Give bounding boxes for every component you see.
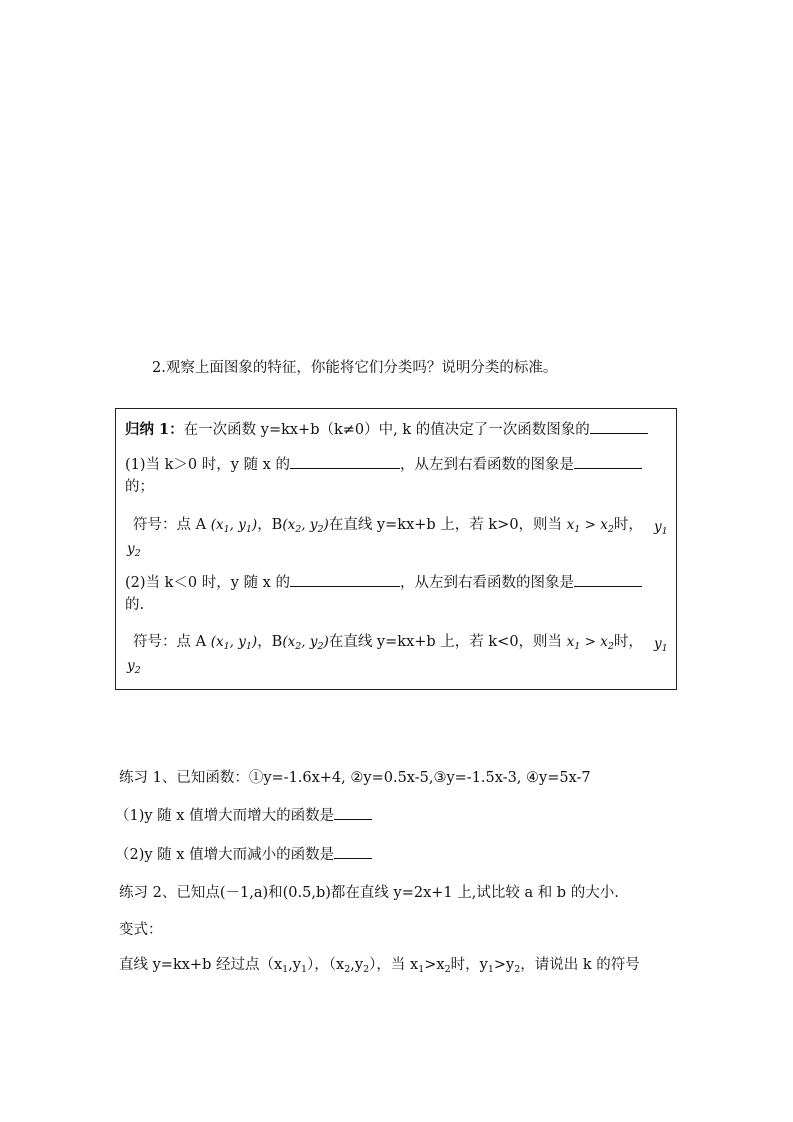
variant-text-d: ,y bbox=[350, 957, 364, 973]
answer-blank[interactable] bbox=[590, 419, 648, 434]
point-a-coords: ($x_1$, $y_1$) bbox=[210, 634, 258, 652]
answer-blank[interactable] bbox=[334, 805, 372, 820]
symbol-2-text-a: 符号：点 A bbox=[133, 634, 207, 650]
answer-blank[interactable] bbox=[290, 454, 400, 469]
variant-text-e: ），当 x bbox=[369, 957, 419, 973]
answer-blank[interactable] bbox=[290, 572, 400, 587]
variant-text-a: 直线 y=kx+b 经过点（x bbox=[119, 957, 283, 973]
variant-label: 变式： bbox=[119, 922, 163, 938]
variant-text: 直线 y=kx+b 经过点$(x_1,y_1)$，$(x_2,y_2)$，当 $x_1>x_2$时，$y_1>y_2$，请说出 k 的符号 bbox=[119, 957, 640, 975]
answer-blank[interactable] bbox=[334, 844, 372, 859]
point-b-coords: ($x_2$, $y_2$) bbox=[282, 634, 329, 652]
variant-text-i: ，请说出 k 的符号 bbox=[520, 957, 640, 973]
symbol-2-text-d: 时， bbox=[613, 634, 643, 650]
symbol-2-text-c: 在直线 y=kx+b 上，若 k<0，则当 bbox=[328, 634, 563, 650]
variant-text-f: >x bbox=[424, 957, 445, 973]
symbol-1-line bbox=[133, 515, 643, 535]
summary-text: 在一次函数 y=kx+b（k≠0）中, k 的值决定了一次函数图象的 bbox=[183, 422, 590, 438]
summary-line-1 bbox=[125, 419, 648, 440]
exercise-1-q2-text: （2)y 随 x 值增大而减小的函数是 bbox=[115, 847, 335, 863]
case-1-text-a: (1)当 k＞0 时，y 随 x 的 bbox=[125, 457, 290, 473]
variant-text-h: >y bbox=[493, 957, 515, 973]
x-inequality: $x_1 > x_2$ bbox=[566, 634, 614, 652]
case-2-end: 的. bbox=[125, 597, 145, 613]
case-2-text-a: (2)当 k＜0 时，y 随 x 的 bbox=[125, 575, 290, 591]
point-b-coords: ($x_2$, $y_2$) bbox=[282, 517, 329, 535]
point-a-coords: ($x_1$, $y_1$) bbox=[210, 517, 258, 535]
question-2: 2.观察上面图象的特征，你能将它们分类吗？说明分类的标准。 bbox=[152, 360, 558, 376]
symbol-1-text-d: 时， bbox=[613, 517, 643, 533]
x-inequality: $x_1 > x_2$ bbox=[566, 517, 614, 535]
case-1-text-b: ，从左到右看函数的图象是 bbox=[399, 457, 574, 473]
exercise-1-stem: 练习 1、已知函数：①y=-1.6x+4, ②y=0.5x-5,③y=-1.5x-3, ④y=5x-7 bbox=[119, 770, 591, 786]
answer-blank[interactable] bbox=[574, 454, 642, 469]
variant-text-g: 时，y bbox=[450, 957, 488, 973]
symbol-1-text-c: 在直线 y=kx+b 上，若 k>0，则当 bbox=[328, 517, 563, 533]
case-2-text-b: ，从左到右看函数的图象是 bbox=[399, 575, 574, 591]
exercise-1-q1 bbox=[115, 805, 372, 826]
exercise-2: 练习 2、已知点(－1,a)和(0.5,b)都在直线 y=2x+1 上,试比较 a 和 b 的大小. bbox=[119, 885, 619, 901]
variant-text-b: ,y bbox=[288, 957, 301, 973]
case-2-line bbox=[125, 572, 642, 593]
symbol-2-text-b: ，B bbox=[257, 634, 283, 650]
y1-symbol: $y_1$ bbox=[654, 519, 668, 537]
exercise-1-q2 bbox=[115, 844, 372, 865]
symbol-1-text-b: ，B bbox=[257, 517, 283, 533]
case-1-end: 的； bbox=[125, 479, 154, 495]
y2-symbol: $y_2$ bbox=[127, 541, 141, 559]
symbol-2-line bbox=[133, 632, 643, 652]
variant-text-c: ），（x bbox=[307, 957, 345, 973]
y2-symbol: $y_2$ bbox=[127, 658, 141, 676]
exercise-1-q1-text: （1)y 随 x 值增大而增大的函数是 bbox=[115, 808, 335, 824]
answer-blank[interactable] bbox=[574, 572, 642, 587]
y1-symbol: $y_1$ bbox=[654, 636, 668, 654]
case-1-line bbox=[125, 454, 642, 475]
summary-label: 归纳 1： bbox=[125, 421, 184, 438]
symbol-1-text-a: 符号：点 A bbox=[133, 517, 207, 533]
